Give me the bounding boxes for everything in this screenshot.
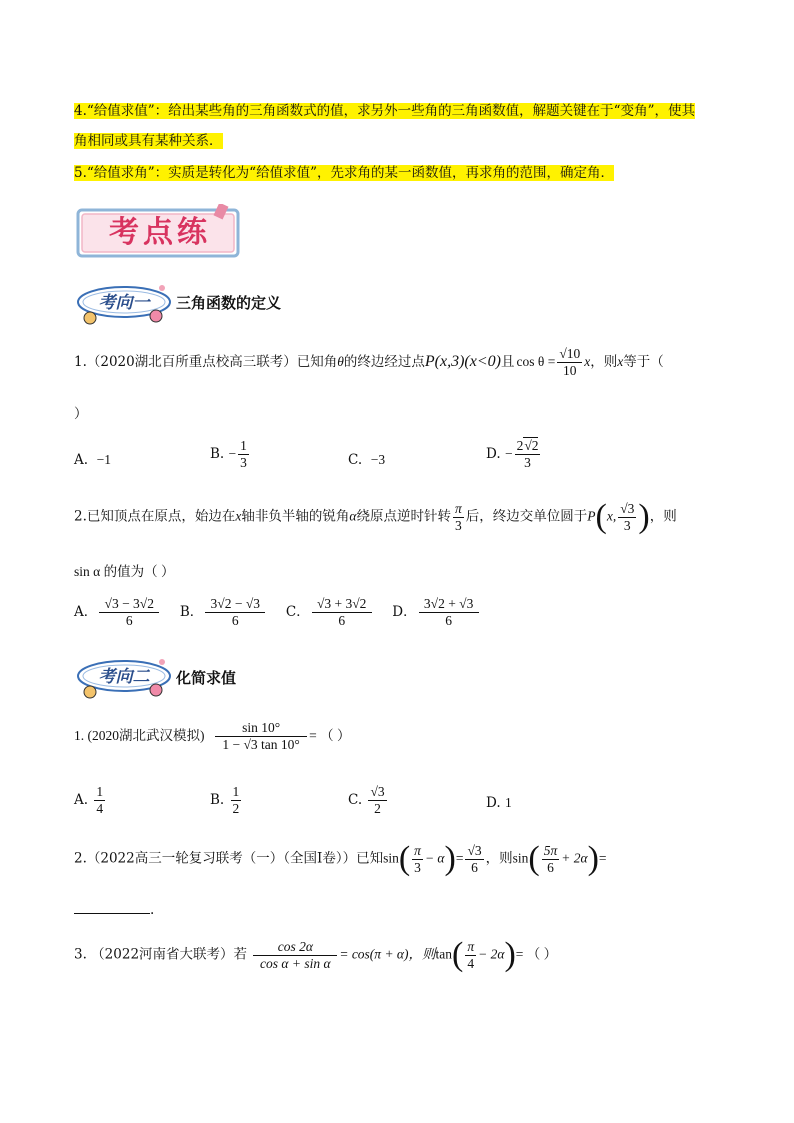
note-4-line-1: 4.“给值求值”：给出某些角的三角函数式的值，求另外一些角的三角函数值，解题关键在于“变角”，使其 — [74, 103, 695, 119]
section-badge-2-label: 考向二 — [98, 667, 150, 687]
s2-q2-answer-blank[interactable]: . — [74, 902, 154, 918]
section-badge-1-label: 考向一 — [98, 293, 150, 313]
s1-q2-line2: sin α 的值为（ ） — [74, 564, 175, 579]
s2-q1-option-d: D. 1 — [486, 795, 512, 811]
section-banner — [76, 204, 244, 260]
s1-q2-option-b: B． $\frac{3√2 - √3}{6}$ — [180, 604, 267, 620]
s1-q1-option-a: A. −1 — [74, 452, 112, 468]
s1-q2-options — [74, 596, 481, 629]
s1-q1-option-b: B. − $\frac{1}{3}$ — [210, 438, 247, 470]
s2-q1-option-a: A. $\frac{1}{4}$ — [74, 784, 104, 816]
s1-q1-close: ） — [74, 406, 88, 422]
s2-q3-stem: 3. （2022河南省大联考）若 $\frac{\cos 2\alpha}{\text{cos α + sin α}}$ = cos(π + α)，则tan( $\frac{\pi}{4}$ − 2α)= （ ） — [74, 936, 558, 973]
s1-q2-option-c: C． $\frac{√3 + 3√2}{6}$ — [286, 604, 374, 620]
s1-q1-option-c: C. −3 — [348, 452, 386, 468]
section-badge-2 — [74, 656, 174, 702]
s1-q2-stem: 2.已知顶点在原点，始边在x轴非负半轴的锐角α绕原点逆时针转 $\frac{\pi}{3}$ 后，终边交单位圆于P(x, $\frac{√3}{3}$ )，则 — [74, 498, 677, 535]
s2-q2-stem: 2.（2022高三一轮复习联考（一）（全国Ⅰ卷））已知sin( $\frac{\pi}{3}$ − α)= $\frac{√3}{6}$ ，则sin( $\frac{5\pi}{6}$ + 2α)= — [74, 840, 607, 877]
section-1-title: 三角函数的定义 — [176, 295, 282, 312]
s1-q1-stem: 1.（2020湖北百所重点校高三联考）已知角θ的终边经过点P(x,3)(x<0)且 cos θ = $\frac{√10}{10}$ x，则x等于（ — [74, 346, 664, 378]
s2-q1-option-b: B. $\frac{1}{2}$ — [210, 784, 240, 816]
note-4-line-2: 角相同或具有某种关系． — [74, 133, 223, 149]
s2-q1-option-c: C. $\frac{√3}{2}$ — [348, 784, 385, 816]
note-5: 5.“给值求角”：实质是转化为“给值求值”，先求角的某一函数值，再求角的范围，确定角． — [74, 165, 614, 181]
s1-q2-option-d: D． $\frac{3√2 + √3}{6}$ — [392, 604, 480, 620]
s2-q1-stem: 1. (2020湖北武汉模拟) $\frac{\sin 10^\circ}{1 - √3 \tan 10^\circ}$ = （ ） — [74, 720, 351, 752]
s1-q2-option-a: A． $\frac{√3 - 3√2}{6}$ — [74, 604, 161, 620]
section-2-title: 化简求值 — [176, 670, 237, 687]
section-badge-1 — [74, 282, 174, 328]
s1-q1-option-d: D. − $\frac{2√2}{3}$ — [486, 438, 539, 470]
banner-title: 考点练 — [109, 215, 211, 250]
